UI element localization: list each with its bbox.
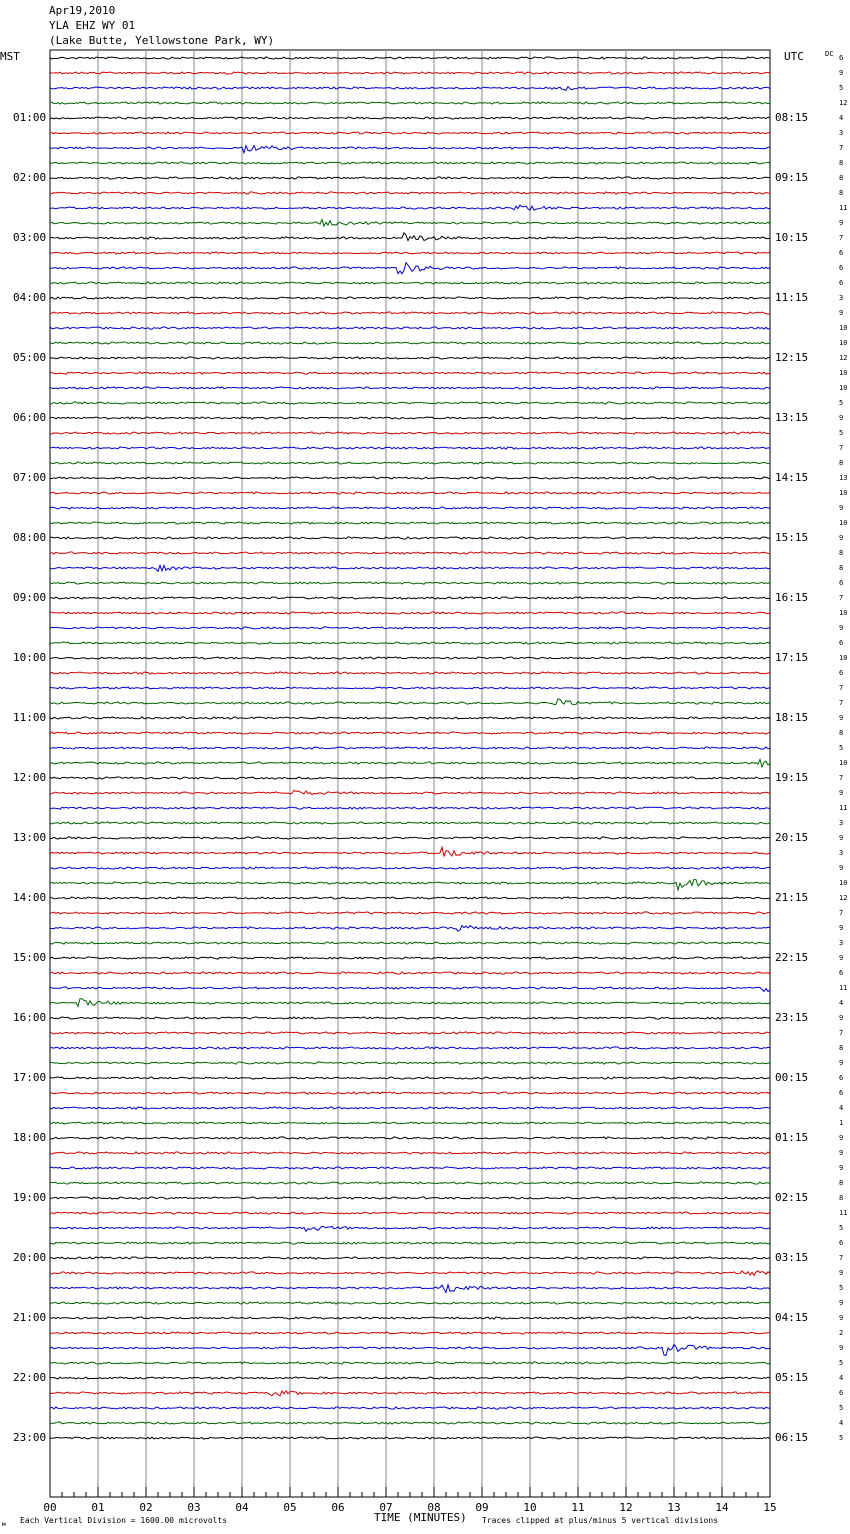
mst-hour-label: 07:00	[13, 471, 47, 484]
dc-offset-label: 5	[839, 1359, 844, 1367]
seismic-trace	[50, 552, 770, 554]
dc-offset-label: 6	[839, 264, 844, 272]
seismic-trace	[50, 912, 770, 914]
dc-offset-label: 3	[839, 939, 844, 947]
seismic-trace	[50, 672, 770, 674]
seismic-trace	[50, 1257, 770, 1259]
seismic-trace	[50, 1167, 770, 1169]
seismic-trace	[50, 1317, 770, 1319]
dc-offset-label: 4	[839, 999, 844, 1007]
mst-hour-label: 15:00	[13, 951, 47, 964]
seismic-trace	[50, 1362, 770, 1364]
utc-hour-label: 11:15	[775, 291, 809, 304]
dc-offset-label: 9	[839, 69, 844, 77]
dc-offset-label: 11	[839, 204, 848, 212]
dc-offset-label: 7	[839, 594, 844, 602]
seismic-trace	[50, 1077, 770, 1079]
dc-offset-label: 10	[839, 369, 848, 377]
dc-offset-label: 7	[839, 684, 844, 692]
dc-offset-label: 11	[839, 984, 848, 992]
dc-offset-label: 7	[839, 774, 844, 782]
seismic-trace	[50, 327, 770, 329]
dc-offset-label: 8	[839, 564, 844, 572]
mst-hour-label: 10:00	[13, 651, 47, 664]
dc-offset-label: 9	[839, 414, 844, 422]
dc-offset-label: 10	[839, 324, 848, 332]
dc-offset-label: 9	[839, 534, 844, 542]
dc-offset-label: 9	[839, 1059, 844, 1067]
utc-hour-label: 13:15	[775, 411, 809, 424]
seismic-trace	[50, 847, 770, 856]
seismic-trace	[50, 1137, 770, 1139]
dc-offset-label: 6	[839, 969, 844, 977]
dc-offset-label: 5	[839, 1404, 844, 1412]
utc-hour-label: 14:15	[775, 471, 809, 484]
x-tick-label: 00	[43, 1501, 57, 1514]
seismic-trace	[50, 1285, 770, 1293]
dc-offset-label: 9	[839, 309, 844, 317]
seismic-trace	[50, 1152, 770, 1154]
date-label: Apr19,2010	[49, 4, 116, 17]
dc-offset-label: 6	[839, 579, 844, 587]
utc-hour-label: 23:15	[775, 1011, 809, 1024]
dc-offset-label: 11	[839, 804, 848, 812]
dc-offset-label: 7	[839, 444, 844, 452]
dc-offset-label: 6	[839, 1074, 844, 1082]
seismic-trace	[50, 192, 770, 194]
seismic-trace	[50, 462, 770, 464]
seismic-trace	[50, 1377, 770, 1379]
mst-hour-label: 17:00	[13, 1071, 47, 1084]
dc-offset-label: 7	[839, 144, 844, 152]
seismic-trace	[50, 1437, 770, 1439]
dc-offset-label: 9	[839, 864, 844, 872]
dc-offset-label: 9	[839, 1134, 844, 1142]
dc-offset-label: 9	[839, 1014, 844, 1022]
seismic-trace	[50, 1344, 770, 1355]
x-tick-label: 04	[235, 1501, 249, 1514]
seismic-trace	[50, 822, 770, 824]
seismic-trace	[50, 342, 770, 344]
dc-offset-label: 9	[839, 219, 844, 227]
seismic-trace	[50, 205, 770, 210]
utc-hour-label: 01:15	[775, 1131, 809, 1144]
dc-offset-label: 5	[839, 1224, 844, 1232]
seismic-trace	[50, 492, 770, 494]
dc-offset-label: 3	[839, 819, 844, 827]
x-tick-label: 05	[283, 1501, 297, 1514]
seismic-trace	[50, 699, 770, 705]
dc-offset-label: 10	[839, 339, 848, 347]
dc-offset-label: 5	[839, 429, 844, 437]
seismic-trace	[50, 1422, 770, 1424]
x-tick-label: 10	[523, 1501, 537, 1514]
seismic-trace	[50, 747, 770, 749]
dc-offset-label: 10	[839, 879, 848, 887]
dc-offset-label: 9	[839, 834, 844, 842]
dc-offset-label: 7	[839, 909, 844, 917]
dc-offset-label: 13	[839, 474, 848, 482]
corner-mark: м	[2, 1521, 6, 1528]
seismic-trace	[50, 790, 770, 794]
dc-offset-label: 8	[839, 549, 844, 557]
utc-hour-label: 18:15	[775, 711, 809, 724]
dc-offset-label: 6	[839, 249, 844, 257]
utc-hour-label: 20:15	[775, 831, 809, 844]
dc-offset-label: 12	[839, 99, 848, 107]
dc-offset-label: 8	[839, 1044, 844, 1052]
seismic-trace	[50, 1407, 770, 1409]
seismic-trace	[50, 642, 770, 644]
utc-hour-label: 21:15	[775, 891, 809, 904]
dc-offset-label: 5	[839, 1434, 844, 1442]
dc-offset-label: 12	[839, 354, 848, 362]
dc-offset-label: 9	[839, 954, 844, 962]
utc-hour-label: 08:15	[775, 111, 809, 124]
seismic-trace	[50, 657, 770, 659]
dc-offset-label: 2	[839, 1329, 844, 1337]
x-tick-label: 11	[571, 1501, 585, 1514]
seismic-trace	[50, 1271, 770, 1276]
seismic-trace	[50, 282, 770, 284]
mst-hour-label: 08:00	[13, 531, 47, 544]
seismic-trace	[50, 1092, 770, 1094]
mst-hour-label: 16:00	[13, 1011, 47, 1024]
seismic-trace	[50, 1332, 770, 1334]
seismic-trace	[50, 477, 770, 479]
seismic-trace	[50, 897, 770, 899]
utc-hour-label: 19:15	[775, 771, 809, 784]
seismic-trace	[50, 357, 770, 359]
seismic-trace	[50, 117, 770, 119]
seismic-trace	[50, 627, 770, 629]
mst-hour-label: 12:00	[13, 771, 47, 784]
seismic-trace	[50, 1122, 770, 1124]
seismic-trace	[50, 447, 770, 449]
seismic-trace	[50, 880, 770, 890]
seismic-trace	[50, 777, 770, 779]
seismic-trace	[50, 252, 770, 254]
dc-offset-label: 9	[839, 1269, 844, 1277]
utc-hour-label: 16:15	[775, 591, 809, 604]
utc-hour-label: 02:15	[775, 1191, 809, 1204]
seismic-trace	[50, 717, 770, 719]
dc-header-label: DC	[825, 50, 834, 58]
seismic-trace	[50, 57, 770, 59]
dc-offset-label: 10	[839, 759, 848, 767]
clip-note: Traces clipped at plus/minus 5 vertical divisions	[482, 1516, 719, 1525]
dc-offset-label: 9	[839, 1344, 844, 1352]
seismic-trace	[50, 732, 770, 734]
dc-offset-label: 10	[839, 654, 848, 662]
seismic-trace	[50, 87, 770, 91]
utc-hour-label: 10:15	[775, 231, 809, 244]
dc-offset-label: 9	[839, 789, 844, 797]
seismic-trace	[50, 312, 770, 314]
seismic-trace	[50, 597, 770, 599]
mst-hour-label: 13:00	[13, 831, 47, 844]
x-tick-label: 07	[379, 1501, 393, 1514]
seismic-trace	[50, 220, 770, 226]
seismic-trace	[50, 432, 770, 434]
x-tick-label: 13	[667, 1501, 681, 1514]
seismic-trace	[50, 1302, 770, 1304]
dc-offset-label: 10	[839, 384, 848, 392]
time-grid	[50, 50, 770, 1497]
seismic-trace	[50, 1391, 770, 1396]
seismic-trace	[50, 687, 770, 689]
dc-offset-label: 6	[839, 669, 844, 677]
utc-hour-label: 15:15	[775, 531, 809, 544]
x-tick-label: 03	[187, 1501, 201, 1514]
x-tick-label: 14	[715, 1501, 729, 1514]
seismic-trace	[50, 1032, 770, 1034]
utc-hour-label: 17:15	[775, 651, 809, 664]
seismic-trace	[50, 263, 770, 274]
seismic-trace	[50, 582, 770, 584]
dc-offset-label: 8	[839, 1194, 844, 1202]
dc-offset-label: 12	[839, 894, 848, 902]
seismic-trace	[50, 1017, 770, 1019]
dc-offset-label: 4	[839, 1104, 844, 1112]
dc-offset-label: 5	[839, 84, 844, 92]
dc-offset-label: 9	[839, 1149, 844, 1157]
dc-offset-label: 8	[839, 729, 844, 737]
mst-hour-label: 01:00	[13, 111, 47, 124]
dc-offset-label: 3	[839, 294, 844, 302]
utc-hour-label: 04:15	[775, 1311, 809, 1324]
seismic-trace	[50, 233, 770, 241]
seismic-trace	[50, 507, 770, 509]
dc-offset-label: 3	[839, 849, 844, 857]
dc-offset-label: 1	[839, 1119, 844, 1127]
location-label: (Lake Butte, Yellowstone Park, WY)	[49, 34, 275, 47]
dc-offset-label: 4	[839, 1419, 844, 1427]
utc-hour-label: 03:15	[775, 1251, 809, 1264]
dc-offset-label: 9	[839, 924, 844, 932]
x-axis-ticks	[43, 1487, 776, 1514]
utc-hour-label: 00:15	[775, 1071, 809, 1084]
dc-offset-label: 11	[839, 1209, 848, 1217]
dc-offset-label: 6	[839, 1089, 844, 1097]
seismic-trace	[50, 162, 770, 164]
seismic-trace	[50, 612, 770, 614]
dc-offset-label: 8	[839, 159, 844, 167]
seismic-trace	[50, 1242, 770, 1244]
x-tick-label: 08	[427, 1501, 441, 1514]
mst-hour-label: 09:00	[13, 591, 47, 604]
utc-hour-label: 06:15	[775, 1431, 809, 1444]
x-axis-label: TIME (MINUTES)	[374, 1511, 467, 1524]
mst-hour-label: 14:00	[13, 891, 47, 904]
seismic-trace	[50, 1062, 770, 1064]
seismic-trace	[50, 759, 770, 766]
seismic-trace	[50, 1047, 770, 1049]
utc-zone-label: UTC	[784, 50, 804, 63]
scale-note: Each Vertical Division = 1600.00 microvolts	[20, 1516, 228, 1525]
dc-offset-label: 8	[839, 1179, 844, 1187]
mst-hour-label: 04:00	[13, 291, 47, 304]
seismic-trace	[50, 417, 770, 419]
dc-offset-label: 6	[839, 54, 844, 62]
mst-hour-label: 20:00	[13, 1251, 47, 1264]
mst-hour-label: 19:00	[13, 1191, 47, 1204]
seismic-trace	[50, 1226, 770, 1231]
utc-hour-label: 09:15	[775, 171, 809, 184]
mst-hour-label: 11:00	[13, 711, 47, 724]
dc-offset-label: 5	[839, 399, 844, 407]
seismic-trace	[50, 522, 770, 524]
dc-offset-label: 6	[839, 1239, 844, 1247]
dc-offset-label: 10	[839, 609, 848, 617]
dc-offset-label: 4	[839, 1374, 844, 1382]
seismic-trace	[50, 957, 770, 959]
mst-hour-label: 05:00	[13, 351, 47, 364]
seismic-trace	[50, 146, 770, 153]
seismic-trace	[50, 565, 770, 571]
dc-offset-label: 10	[839, 519, 848, 527]
seismic-trace	[50, 926, 770, 932]
seismic-trace	[50, 537, 770, 539]
seismic-trace	[50, 1182, 770, 1184]
mst-hour-label: 23:00	[13, 1431, 47, 1444]
dc-offset-label: 3	[839, 129, 844, 137]
mst-hour-label: 22:00	[13, 1371, 47, 1384]
dc-offset-label: 6	[839, 639, 844, 647]
mst-hour-label: 18:00	[13, 1131, 47, 1144]
seismic-trace	[50, 1107, 770, 1109]
dc-offset-label: 8	[839, 174, 844, 182]
mst-zone-label: MST	[0, 50, 20, 63]
seismic-trace	[50, 999, 770, 1007]
dc-offset-label: 9	[839, 1314, 844, 1322]
x-tick-label: 15	[763, 1501, 777, 1514]
dc-offset-label: 7	[839, 1254, 844, 1262]
mst-hour-label: 03:00	[13, 231, 47, 244]
dc-offset-label: 9	[839, 504, 844, 512]
dc-offset-label: 6	[839, 279, 844, 287]
seismic-trace	[50, 387, 770, 389]
seismic-trace	[50, 867, 770, 869]
x-tick-label: 06	[331, 1501, 345, 1514]
dc-offset-label: 9	[839, 714, 844, 722]
utc-hour-label: 12:15	[775, 351, 809, 364]
seismic-trace	[50, 987, 770, 992]
dc-offset-label: 8	[839, 189, 844, 197]
plot-frame	[50, 50, 770, 1497]
station-label: YLA EHZ WY 01	[49, 19, 136, 32]
dc-offset-label: 9	[839, 1299, 844, 1307]
dc-offset-label: 6	[839, 1389, 844, 1397]
dc-offset-label: 5	[839, 744, 844, 752]
seismic-trace	[50, 132, 770, 134]
dc-offset-label: 5	[839, 1284, 844, 1292]
mst-hour-label: 02:00	[13, 171, 47, 184]
utc-hour-label: 22:15	[775, 951, 809, 964]
seismic-trace	[50, 1197, 770, 1199]
dc-offset-label: 4	[839, 114, 844, 122]
mst-hour-label: 21:00	[13, 1311, 47, 1324]
seismic-trace	[50, 297, 770, 299]
utc-hour-label: 05:15	[775, 1371, 809, 1384]
seismic-trace	[50, 72, 770, 74]
seismic-trace	[50, 972, 770, 974]
seismic-trace	[50, 837, 770, 839]
dc-offset-label: 7	[839, 234, 844, 242]
dc-offset-label: 8	[839, 459, 844, 467]
seismic-trace	[50, 402, 770, 404]
seismic-trace	[50, 177, 770, 179]
dc-offset-label: 10	[839, 489, 848, 497]
mst-hour-label: 06:00	[13, 411, 47, 424]
x-tick-label: 02	[139, 1501, 153, 1514]
trace-group	[50, 57, 770, 1439]
seismic-trace	[50, 807, 770, 809]
dc-offset-label: 7	[839, 1029, 844, 1037]
seismic-trace	[50, 942, 770, 944]
dc-offset-label: 7	[839, 699, 844, 707]
seismic-trace	[50, 1212, 770, 1214]
seismic-trace	[50, 372, 770, 374]
dc-offset-label: 9	[839, 624, 844, 632]
seismic-trace	[50, 102, 770, 104]
dc-offset-label: 9	[839, 1164, 844, 1172]
x-tick-label: 01	[91, 1501, 105, 1514]
x-tick-label: 09	[475, 1501, 489, 1514]
x-tick-label: 12	[619, 1501, 633, 1514]
